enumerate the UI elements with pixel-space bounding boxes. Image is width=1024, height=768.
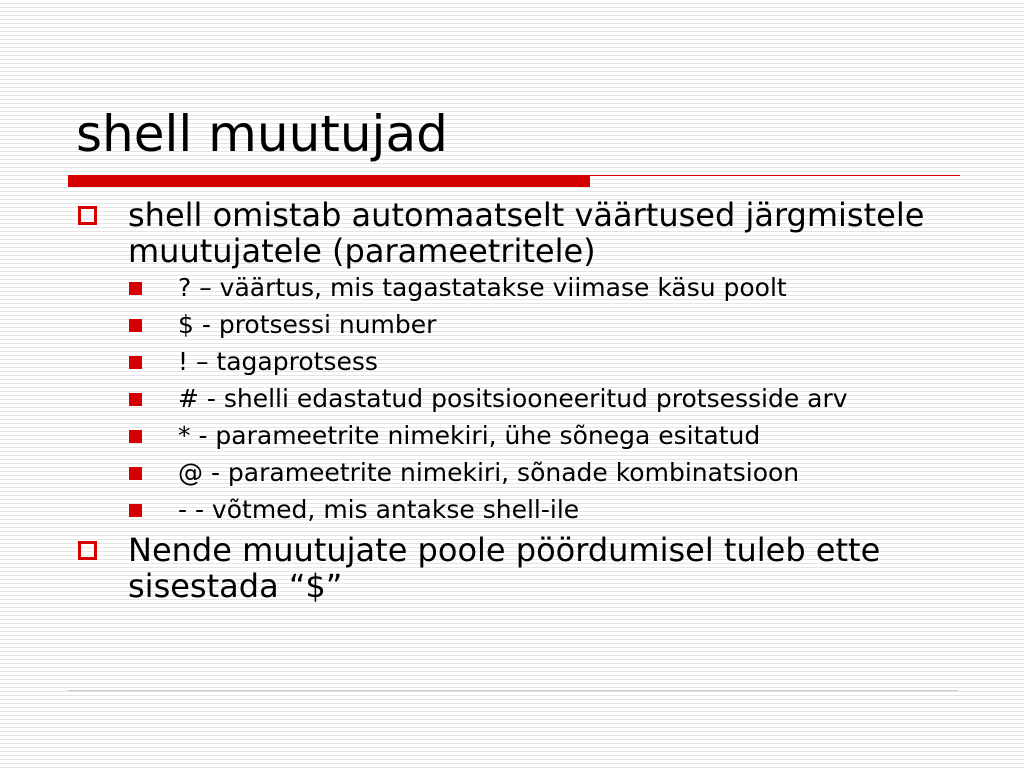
bullet-text: Nende muutujate poole pöördumisel tuleb ette sisestada “$” (128, 531, 881, 605)
sub-bullet-item (78, 273, 978, 303)
sub-bullet-item (78, 347, 978, 377)
bullet-item (78, 532, 978, 604)
sub-bullet-item (78, 458, 978, 488)
sub-bullet-item (78, 495, 978, 525)
filled-square-bullet-icon (129, 504, 142, 517)
filled-square-bullet-icon (129, 356, 142, 369)
hollow-square-bullet-icon (78, 206, 97, 225)
bullet-list (78, 197, 978, 608)
sub-bullet-text: - - võtmed, mis antakse shell-ile (178, 495, 580, 524)
slide-title: shell muutujad (76, 105, 448, 163)
filled-square-bullet-icon (129, 430, 142, 443)
footer-divider (68, 690, 958, 691)
title-underline-line (590, 175, 960, 176)
sub-bullet-item (78, 384, 978, 414)
sub-bullet-text: @ - parameetrite nimekiri, sõnade kombinatsioon (178, 458, 800, 487)
sub-bullet-text: ? – väärtus, mis tagastatakse viimase käsu poolt (178, 273, 787, 302)
sub-bullet-text: ! – tagaprotsess (178, 347, 378, 376)
title-underline-bar (68, 175, 590, 187)
sub-bullet-text: * - parameetrite nimekiri, ühe sõnega esitatud (178, 421, 761, 450)
sub-bullet-item (78, 421, 978, 451)
filled-square-bullet-icon (129, 393, 142, 406)
sub-bullet-text: $ - protsessi number (178, 310, 437, 339)
bullet-item (78, 197, 978, 269)
filled-square-bullet-icon (129, 467, 142, 480)
hollow-square-bullet-icon (78, 541, 97, 560)
sub-bullet-item (78, 310, 978, 340)
sub-bullet-text: # - shelli edastatud positsiooneeritud protsesside arv (178, 384, 848, 413)
filled-square-bullet-icon (129, 319, 142, 332)
bullet-text: shell omistab automaatselt väärtused järgmistele muutujatele (parameetritele) (128, 196, 925, 270)
filled-square-bullet-icon (129, 282, 142, 295)
